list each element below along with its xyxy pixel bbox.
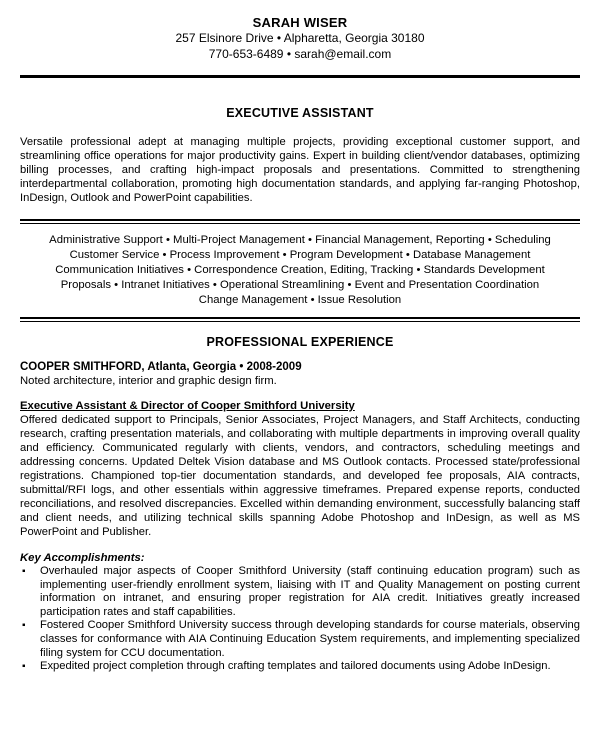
accomplishment-text: Overhauled major aspects of Cooper Smithford University (staff continuing education program) such as implementing user-friendly enrollment system, liaising with IT and Quality Management on posting current information on intranet, and ensuring proper registration for AIA credit. Initiatives greatly increased participation rates and staff capabilities. <box>40 565 580 618</box>
candidate-name: SARAH WISER <box>252 15 348 30</box>
role-title: Executive Assistant & Director of Cooper Smithford University <box>20 400 355 412</box>
company-description: Noted architecture, interior and graphic design firm. <box>20 375 277 387</box>
resume-page <box>20 0 580 674</box>
resume-header <box>20 15 580 62</box>
skills-divider <box>20 317 580 322</box>
skills-line: Customer Service • Process Improvement • Program Development • Database Management <box>69 249 531 261</box>
company-heading: COOPER SMITHFORD, Atlanta, Georgia • 2008-2009 <box>20 361 302 373</box>
resume-title: EXECUTIVE ASSISTANT <box>226 106 374 120</box>
accomplishment-text: Fostered Cooper Smithford University success through developing standards for course materials, observing classes for conformance with AIA Continuing Education System requirements, and implementing specialized filing system for CCU documentation. <box>40 619 580 659</box>
summary-divider <box>20 219 580 224</box>
accomplishments-list <box>20 565 580 674</box>
key-accomplishments-title: Key Accomplishments: <box>20 552 145 564</box>
list-item <box>20 619 580 660</box>
header-divider <box>20 75 580 78</box>
skills-line: Communication Initiatives • Correspondence Creation, Editing, Tracking • Standards Development <box>55 264 545 276</box>
candidate-contact: 770-653-6489 • sarah@email.com <box>208 47 392 61</box>
list-item <box>20 660 580 674</box>
list-item <box>20 565 580 619</box>
experience-section-title: PROFESSIONAL EXPERIENCE <box>206 335 394 349</box>
bullet-icon: ▪ <box>22 620 26 632</box>
candidate-address: 257 Elsinore Drive • Alpharetta, Georgia 30180 <box>175 31 425 45</box>
bullet-icon: ▪ <box>22 661 26 673</box>
accomplishment-text: Expedited project completion through crafting templates and tailored documents using Adobe InDesign. <box>40 660 551 673</box>
skills-block <box>20 233 580 308</box>
skills-line: Administrative Support • Multi-Project Management • Financial Management, Reporting • Scheduling <box>49 234 551 246</box>
skills-line: Proposals • Intranet Initiatives • Operational Streamlining • Event and Presentation Coordination <box>60 279 540 291</box>
skills-line: Change Management • Issue Resolution <box>198 294 402 306</box>
role-description: Offered dedicated support to Principals, Senior Associates, Project Managers, and Staff Architects, conducting research, crafting presentation materials, and collaborating with multiple departments in improving overall quality and efficiency. Communicated regularly with clients, vendors, and contractors, scheduling meetings and addressing concerns. Updated Deltek Vision database and MS Outlook contacts. Processed state/professional registrations. Championed top-tier documentation standards, and developed fee proposals, AIA contracts, submittal/RFI logs, and other essentials within aggressive timeframes. Prepared expense reports, conducted reconciliations, and resolved discrepancies. Excelled within demanding environment, successfully balancing staff and client needs, and utilizing technical skills spanning Adobe Photoshop and InDesign, as well as MS PowerPoint and Publisher. <box>20 414 580 538</box>
bullet-icon: ▪ <box>22 566 26 577</box>
summary-paragraph: Versatile professional adept at managing multiple projects, providing exceptional customer support, and streamlining office operations for major productivity gains. Expert in building client/vendor databases, optimizing billing processes, and crafting high-impact proposals and presentations. Committed to strengthening interdepartmental collaboration, promoting high documentation standards, and applying far-ranging Photoshop, InDesign, Outlook and PowerPoint capabilities. <box>20 136 580 204</box>
